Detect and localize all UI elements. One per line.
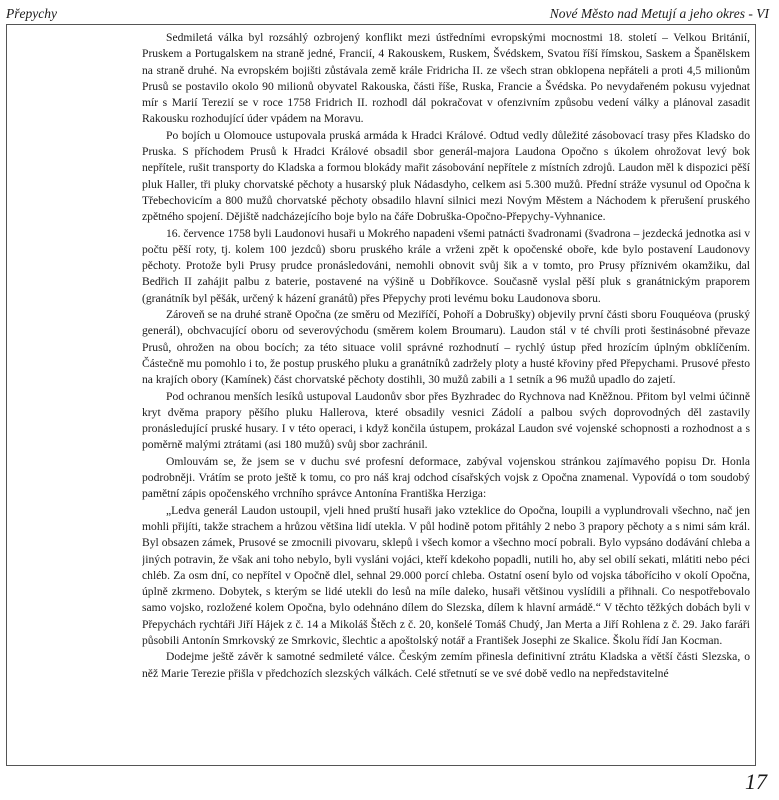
paragraph: Dodejme ještě závěr k samotné sedmileté válce. Českým zemím přinesla definitivní ztrátu Kladska a větší části Slezska, o něž Marie Terezie přišla v předchozích slezských válkách. Celé střetnutí se ve své době vedlo na nepředstavitelné (142, 650, 750, 680)
paragraph: Omlouvám se, že jsem se v duchu své profesní deformace, zabýval vojenskou stránkou zajímavého popisu Dr. Honla podrobněji. Vrátím se proto ještě k tomu, co pro náš kraj odchod císařských vojsk z Opočna znamenal. Vypovídá o tom soudobý pamětní zápis opočenského vrchního správce Antonína Františka Herziga: (142, 454, 750, 501)
body-text (142, 30, 750, 764)
page-number: 17 (745, 769, 767, 794)
header-left-title: Přepychy (6, 6, 57, 21)
paragraph: 16. července 1758 byli Laudonovi husaři u Mokrého napadeni všemi patnácti švadronami (švadrona – jezdecká jednotka asi v počtu pěší roty, tj. kolem 100 jezdců) sboru pruského krále a vrženi zpět k opočenské oboře, kde bylo postavení Laudonovy pěchoty. Protože byli Prusy prudce pronásledováni, nemohli obnovit svůj šik a v tomto, pro Prusy příznivém okamžiku, dal Bedřich II zahájit palbu z baterie, postavené na výšině u Dobříkovce. Současně vyslal pěší pluk s granátnickým praporem (granátník byl pěšák, určený k házení granátů) přes Přepychy proti levému boku Laudonova sboru. (142, 226, 750, 305)
paragraph: Zároveň se na druhé straně Opočna (ze směru od Meziříčí, Pohoří a Dobrušky) objevily první části sboru Fouquéova (pruský generál), obchvacující oboru od severovýchodu (směrem kolem Broumaru). Laudon stál v té chvíli proti šestinásobné převaze Prusů, ohrožen na obou bocích; za této situace volil správné rozhodnutí – rychlý ústup před hrozícím úplným obklíčením. Částečně mu pomohlo i to, že postup pruského pluku a granátníků zadržely ploty a husté křoviny před Přepychami. Prusové přesto na krajích obory (Kamínek) část chorvatské pěchoty dostihli, 30 mužů zabili a 1 setník a 96 mužů upadlo do zajetí. (142, 308, 750, 387)
quotation-paragraph: „Ledva generál Laudon ustoupil, vjeli hned pruští husaři jako vzteklice do Opočna, loupili a vyplundrovali všechno, nač jen mohli přijíti, takže strachem a hrůzou většina lidí utekla. V půl hodině potom přitáhly 2 nebo 3 prapory pěchoty a s nimi sám král. Byl obsazen zámek, Prusové se zmocnili pivovaru, sklepů i všech komor a všechno mocí pobrali. Bylo vypsáno dodávání chleba a jiných potravin, že však ani toho nebylo, byli vysláni vojáci, kteří kdekoho popadli, nutili ho, aby sel obilí sekati, mlátiti nebo péci chléb. Za osm dní, co nepřítel v Opočně dlel, sehnal 29.000 porcí chleba. Ostatní osení bylo od vojska táboříciho v okolí Opočna, úplně zkrmeno. Dobytek, s kterým se lidé utekli do lesů na míle daleko, husaři většinou vyslídili a přihnali. Co nespotřebovalo samo vojsko, rozložené kolem Opočna, bylo odehnáno dílem do Slezska, dílem k hlavní armádě.“ V těchto těžkých dobách byli v Přepychách rychtáři Jiří Hájek z č. 14 a Mikoláš Štěch z č. 20, konšelé Tomáš Chudý, Jan Merta a Jiří Rohlena z č. 29. Jako faráři působili Antonín Smrkovský ze Smrkovic, šlechtic a apoštolský notář a František Josephi ze Skalice. Školu řídí Jan Kocman. (142, 503, 750, 647)
paragraph: Sedmiletá válka byl rozsáhlý ozbrojený konflikt mezi ústředními evropskými mocnostmi 18. století – Velkou Británií, Pruskem a Portugalskem na straně jedné, Francií, 4 Rakouskem, Ruskem, Švédskem, Svatou říší římskou, Saskem a Španělskem na straně druhé. Na evropském bojišti zůstávala země krále Fridricha II. ze všech stran obklopena nepřáteli a proti 4,5 milionům Prusů se postavilo okolo 90 milionů obyvatel Rakouska, části říše, Ruska, Francie a Švédska. Po nevydařeném pokusu vyjednat mír s Marií Terezií se v roce 1758 Fridrich II. rozhodl dál pokračovat v ofenzivním způsobu vedení války a plánoval zasadit Rakousku rozhodující úder vpádem na Moravu. (142, 31, 750, 126)
header-right-title: Nové Město nad Metují a jeho okres - VI (549, 6, 769, 21)
running-header (6, 6, 769, 22)
paragraph: Po bojích u Olomouce ustupovala pruská armáda k Hradci Králové. Odtud vedly důležité zásobovací trasy přes Kladsko do Pruska. S příchodem Prusů k Hradci Králové obsadil sbor generál-majora Laudona Opočno s úkolem ohrožovat levý bok nepřítele, rušit transporty do Kladska a formou blokády mařit zásobování nepřítele z místních zdrojů. Laudon měl k dispozici pěší pluk Haller, tři pluky chorvatské pěchoty a husarský pluk Nádasdyho, celkem asi 5.300 mužů. Přední stráže vysunul od Opočna k Třebechovicím a 800 mužů chorvatské pěchoty obsadilo hlavní silnici mezi Novým Městem a Náchodem k přerušení pruského zpětného spojení. Dějiště nadcházejícího boje bylo na čáře Dobruška-Opočno-Přepychy-Vyhnanice. (142, 128, 750, 224)
paragraph: Pod ochranou menších lesíků ustupoval Laudonův sbor přes Byzhradec do Rychnova nad Kněžnou. Přitom byl velmi účinně kryt dvěma prapory pěšího pluku Hallerova, které obsadily vesnici Zádolí a palbou svých doprovodných děl zastavily pronásledující pruské husary. I v této operaci, i když končila ústupem, prokázal Laudon své vojenské schopnosti a rozhodnost a s poměrně malými ztrátami (asi 180 mužů) svůj sbor zachránil. (142, 389, 750, 452)
